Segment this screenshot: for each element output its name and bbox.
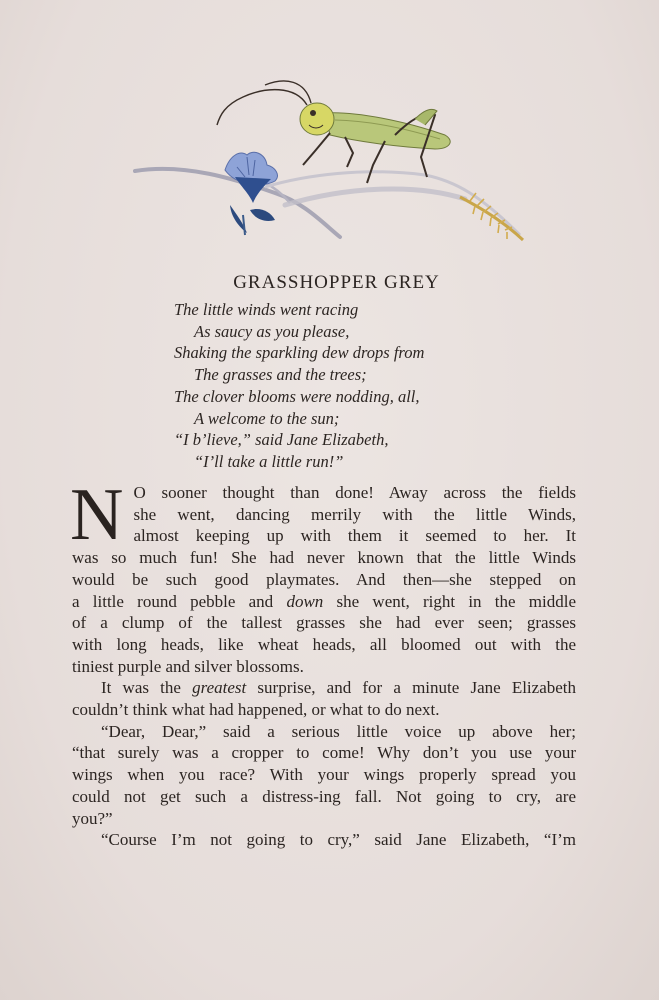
- emphasis-greatest: greatest: [192, 678, 247, 698]
- prose-fragment: she went, right in the middle: [336, 591, 577, 611]
- prose-line: O sooner thought than done! Away across the fields: [133, 483, 576, 502]
- prose-line: “that surely was a cropper to come! Why don’t you use your: [72, 743, 576, 763]
- prose-line: of a clump of the tallest grasses she had ever seen; grasses: [72, 613, 576, 633]
- prose-line: you?”: [72, 808, 113, 828]
- grasshopper-illustration: [125, 75, 535, 250]
- prose-fragment: It was the: [101, 678, 181, 698]
- prose-line: could not get such a distress-ing fall. Not going to cry, are: [72, 786, 576, 806]
- prose-line: would be such good playmates. And then—she stepped on: [72, 569, 576, 589]
- poem-line: Shaking the sparkling dew drops from: [174, 343, 425, 363]
- poem-line: A welcome to the sun;: [194, 408, 340, 428]
- prose-line: tiniest purple and silver blossoms.: [72, 656, 304, 676]
- prose-fragment: a little round pebble and: [72, 591, 274, 611]
- prose-line: was so much fun! She had never known that the little Winds: [72, 548, 576, 568]
- third-paragraph: [72, 721, 576, 830]
- first-paragraph: [70, 474, 577, 677]
- prose-line: wings when you race? With your wings properly spread you: [72, 765, 576, 785]
- prose-line: couldn’t think what had happened, or what to do next.: [72, 700, 440, 720]
- emphasis-down: down: [286, 591, 324, 611]
- story-text: [70, 474, 577, 851]
- drop-cap: N: [70, 474, 124, 556]
- poem-line: “I’ll take a little run!”: [194, 451, 344, 471]
- prose-fragment: surprise, and for a minute Jane Elizabeth: [257, 678, 577, 698]
- poem-line: The clover blooms were nodding, all,: [174, 386, 420, 406]
- second-paragraph: [72, 677, 576, 720]
- prose-line: “Course I’m not going to cry,” said Jane Elizabeth, “I’m: [101, 830, 576, 850]
- prose-line: almost keeping up with them it seemed to her. It: [133, 526, 576, 546]
- poem-line: As saucy as you please,: [194, 321, 350, 341]
- prose-line: [72, 677, 576, 699]
- fourth-paragraph: [72, 829, 576, 851]
- poem-line: “I b’lieve,” said Jane Elizabeth,: [174, 430, 389, 450]
- poem: [174, 299, 424, 473]
- prose-line: she went, dancing merrily with the little Winds,: [133, 504, 576, 524]
- poem-line: The grasses and the trees;: [194, 365, 367, 385]
- poem-line: The little winds went racing: [174, 300, 359, 319]
- page-title: GRASSHOPPER GREY: [233, 272, 440, 293]
- prose-line: with long heads, like wheat heads, all bloomed out with the: [72, 634, 576, 654]
- prose-line: “Dear, Dear,” said a serious little voice up above her;: [101, 721, 576, 741]
- prose-line: [72, 591, 576, 613]
